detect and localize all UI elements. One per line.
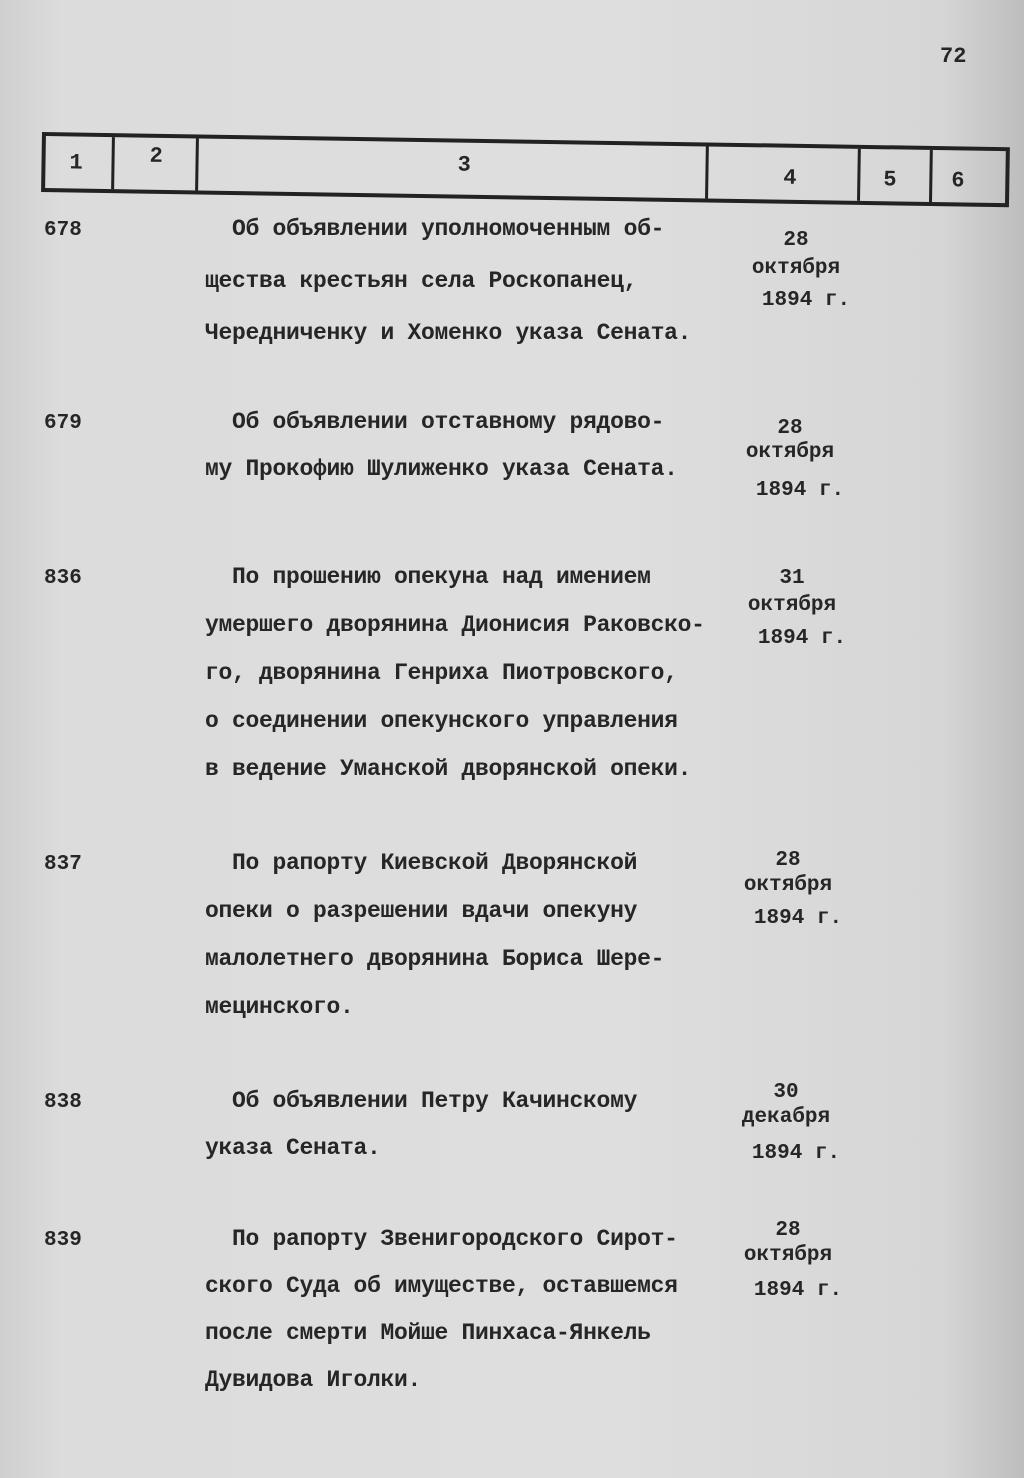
column-header-3: 3 [457,152,471,178]
entry-number: 679 [44,412,82,435]
entry-text-line: ского Суда об имуществе, оставшемся [205,1273,678,1299]
column-divider [857,149,861,201]
entry-date: 1894 г. [761,289,851,312]
column-header-5: 5 [883,167,897,193]
entry-date: 28 [775,1219,801,1242]
entry-text-line: Чередниченку и Хоменко указа Сената. [205,320,692,346]
column-header-2: 2 [149,143,164,169]
entry-date: 28 [775,849,801,872]
entry-date: октября [747,594,837,617]
entry-date: декабря [741,1106,831,1129]
column-header-6: 6 [951,168,965,194]
entry-text-line: Дувидова Иголки. [205,1367,422,1393]
entry-text-line: о соединении опекунского управления [205,708,678,734]
entry-number: 839 [44,1229,82,1252]
entry-date: 28 [777,417,803,440]
entry-date: 28 [783,229,809,252]
column-divider [705,146,709,198]
table-header [41,132,1010,207]
page-number: 72 [940,44,967,69]
entry-text-line: По прошению опекуна над имением [232,564,651,590]
entry-date: октября [745,441,835,464]
entry-date: 1894 г. [757,627,847,650]
entry-date: 1894 г. [751,1142,841,1165]
entry-text-line: го, дворянина Генриха Пиотровского, [205,660,678,686]
entry-number: 838 [44,1091,82,1114]
entry-text-line: малолетнего дворянина Бориса Шере- [205,946,665,972]
column-header-4: 4 [783,165,797,191]
column-divider [195,138,199,190]
column-divider [111,137,115,189]
entry-date: октября [743,874,833,897]
entry-date: 1894 г. [755,479,845,502]
entry-text-line: му Прокофию Шулиженко указа Сената. [205,456,678,482]
entry-number: 837 [44,853,82,876]
entry-date: октября [743,1244,833,1267]
column-divider [929,150,933,202]
entry-text-line: По рапорту Звенигородского Сирот- [232,1226,678,1252]
entry-date: 30 [773,1081,799,1104]
entry-date: 1894 г. [753,907,843,930]
entry-number: 678 [44,219,82,242]
entry-text-line: умершего дворянина Дионисия Раковско- [205,612,705,638]
entry-text-line: мецинского. [205,994,354,1020]
entry-date: октября [751,257,841,280]
entry-text-line: Об объявлении Петру Качинскому [232,1088,638,1114]
entry-text-line: По рапорту Киевской Дворянской [232,850,638,876]
entry-date: 1894 г. [753,1279,843,1302]
column-header-1: 1 [69,150,83,176]
entry-text-line: опеки о разрешении вдачи опекуну [205,898,638,924]
entry-text-line: Об объявлении отставному рядово- [232,409,665,435]
entry-date: 31 [779,567,805,590]
entry-text-line: после смерти Мойше Пинхаса-Янкель [205,1320,651,1346]
entry-text-line: щества крестьян села Роскопанец, [205,268,638,294]
entry-text-line: в ведение Уманской дворянской опеки. [205,756,692,782]
entry-text-line: указа Сената. [205,1135,381,1161]
entry-number: 836 [44,567,82,590]
entry-text-line: Об объявлении уполномоченным об- [232,216,665,242]
